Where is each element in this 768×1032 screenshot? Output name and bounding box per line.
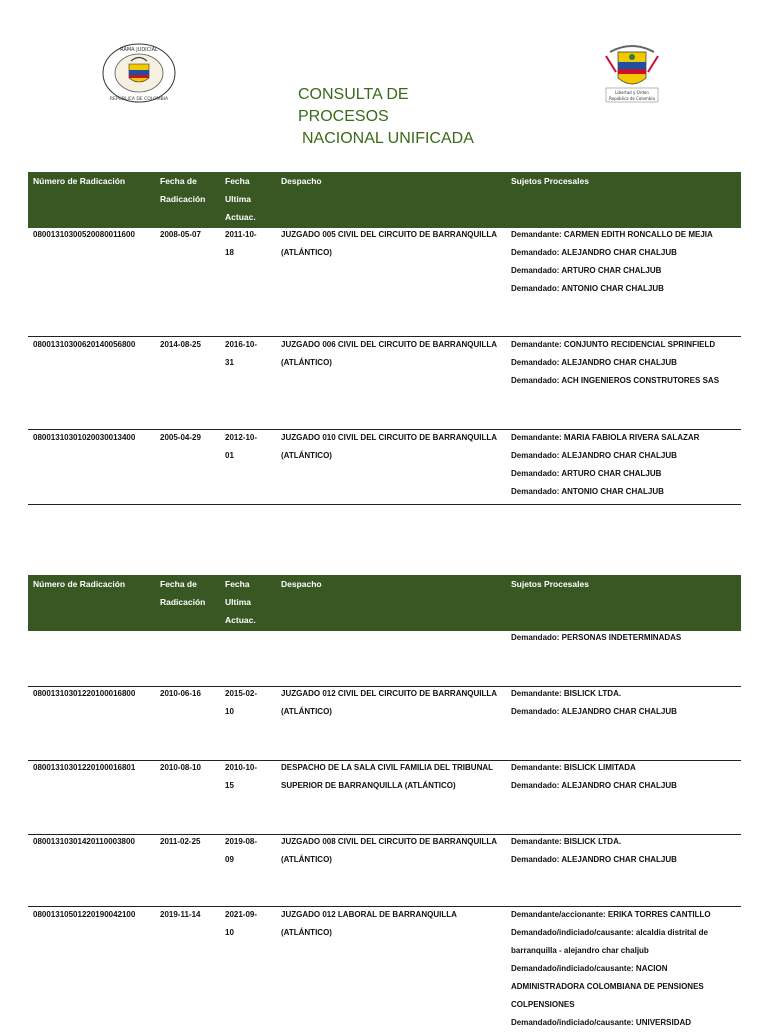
cell-numero: 08001310300620140056800	[33, 340, 136, 349]
cell-sujetos: Demandante: CONJUNTO RECIDENCIAL SPRINFIELD Demandado: ALEJANDRO CHAR CHALJUB Demandado: ACH INGENIEROS CONSTRUTORES SAS	[511, 340, 720, 385]
cell-fecha-radicacion: 2005-04-29	[160, 433, 201, 442]
title-line-1: CONSULTA DE PROCESOS	[298, 86, 409, 125]
cell-numero: 08001310301020030013400	[33, 433, 136, 442]
cell-numero: 08001310301420110003800	[33, 837, 135, 846]
row-divider	[28, 504, 741, 505]
svg-text:REPÚBLICA DE COLOMBIA: REPÚBLICA DE COLOMBIA	[109, 97, 169, 102]
header-despacho: Despacho	[281, 579, 322, 589]
cell-despacho: JUZGADO 012 CIVIL DEL CIRCUITO DE BARRANQUILLA (ATLÁNTICO)	[281, 689, 498, 716]
cell-fecha-ultima: 2016-10- 31	[225, 340, 258, 367]
header-fecha-ultima: Fecha Ultima Actuac.	[225, 176, 256, 222]
cell-sujetos: Demandante: BISLICK LIMITADA Demandado: ALEJANDRO CHAR CHALJUB	[511, 763, 677, 790]
cell-despacho: JUZGADO 005 CIVIL DEL CIRCUITO DE BARRANQUILLA (ATLÁNTICO)	[281, 230, 498, 257]
title-line-2: NACIONAL UNIFICADA	[302, 130, 474, 147]
cell-fecha-radicacion: 2011-02-25	[160, 837, 201, 846]
cell-sujetos: Demandante: BISLICK LTDA. Demandado: ALEJANDRO CHAR CHALJUB	[511, 689, 677, 716]
table-header	[28, 575, 741, 631]
cell-sujetos: Demandado: PERSONAS INDETERMINADAS	[511, 633, 682, 642]
cell-fecha-ultima: 2012-10- 01	[225, 433, 258, 460]
cell-numero: 08001310301220100016800	[33, 689, 136, 698]
results-table-2	[28, 575, 741, 631]
cell-fecha-radicacion: 2010-06-16	[160, 689, 201, 698]
header-despacho: Despacho	[281, 176, 322, 186]
cell-despacho: JUZGADO 008 CIVIL DEL CIRCUITO DE BARRANQUILLA (ATLÁNTICO)	[281, 837, 498, 864]
cell-fecha-radicacion: 2019-11-14	[160, 910, 201, 919]
svg-text:República de Colombia: República de Colombia	[609, 96, 655, 101]
header-fecha-radicacion: Fecha de Radicación	[160, 579, 206, 607]
cell-sujetos: Demandante: MARIA FABIOLA RIVERA SALAZAR Demandado: ALEJANDRO CHAR CHALJUB Demandado: ARTURO CHAR CHALJUB Demandado: ANTONIO CHAR CHALJUB	[511, 433, 700, 496]
cell-fecha-radicacion: 2008-05-07	[160, 230, 201, 239]
cell-sujetos: Demandante: CARMEN EDITH RONCALLO DE MEJIA Demandado: ALEJANDRO CHAR CHALJUB Demandado: ARTURO CHAR CHALJUB Demandado: ANTONIO CHAR CHALJUB	[511, 230, 713, 293]
header-fecha-radicacion: Fecha de Radicación	[160, 176, 206, 204]
header-sujetos: Sujetos Procesales	[511, 579, 589, 589]
header-sujetos: Sujetos Procesales	[511, 176, 589, 186]
cell-despacho: JUZGADO 012 LABORAL DE BARRANQUILLA (ATLÁNTICO)	[281, 910, 457, 937]
cell-sujetos: Demandante/accionante: ERIKA TORRES CANTILLO Demandado/indiciado/causante: alcaldia distrital de barranquilla - alejandro char chaljub Demandado/indiciado/causante: NACION ADMINISTRADORA COLOMBIANA DE PENSIONES COLPENSIONES Demandado/indiciado/causante: UNIVERSIDAD	[511, 910, 711, 1027]
svg-text:Libertad y Orden: Libertad y Orden	[615, 90, 649, 95]
rama-judicial-seal-logo	[100, 42, 178, 104]
colombia-coat-of-arms-logo	[596, 42, 668, 104]
svg-text:RAMA JUDICIAL: RAMA JUDICIAL	[120, 47, 158, 53]
cell-fecha-ultima: 2015-02- 10	[225, 689, 258, 716]
header-fecha-ultima: Fecha Ultima Actuac.	[225, 579, 256, 625]
results-table-1	[28, 172, 741, 228]
cell-sujetos: Demandante: BISLICK LTDA. Demandado: ALEJANDRO CHAR CHALJUB	[511, 837, 677, 864]
cell-fecha-radicacion: 2010-08-10	[160, 763, 201, 772]
header-numero: Número de Radicación	[33, 579, 126, 589]
header-numero: Número de Radicación	[33, 176, 126, 186]
cell-fecha-ultima: 2010-10- 15	[225, 763, 258, 790]
cell-despacho: JUZGADO 006 CIVIL DEL CIRCUITO DE BARRANQUILLA (ATLÁNTICO)	[281, 340, 498, 367]
cell-fecha-ultima: 2021-09- 10	[225, 910, 258, 937]
page-title	[280, 84, 500, 150]
cell-numero: 08001310501220190042100	[33, 910, 136, 919]
cell-despacho: JUZGADO 010 CIVIL DEL CIRCUITO DE BARRANQUILLA (ATLÁNTICO)	[281, 433, 498, 460]
cell-numero: 08001310300520080011600	[33, 230, 135, 239]
cell-fecha-radicacion: 2014-08-25	[160, 340, 201, 349]
table-header	[28, 172, 741, 228]
cell-despacho: DESPACHO DE LA SALA CIVIL FAMILIA DEL TRIBUNAL SUPERIOR DE BARRANQUILLA (ATLÁNTICO)	[281, 763, 494, 790]
cell-numero: 08001310301220100016801	[33, 763, 136, 772]
cell-fecha-ultima: 2011-10- 18	[225, 230, 257, 257]
cell-fecha-ultima: 2019-08- 09	[225, 837, 258, 864]
